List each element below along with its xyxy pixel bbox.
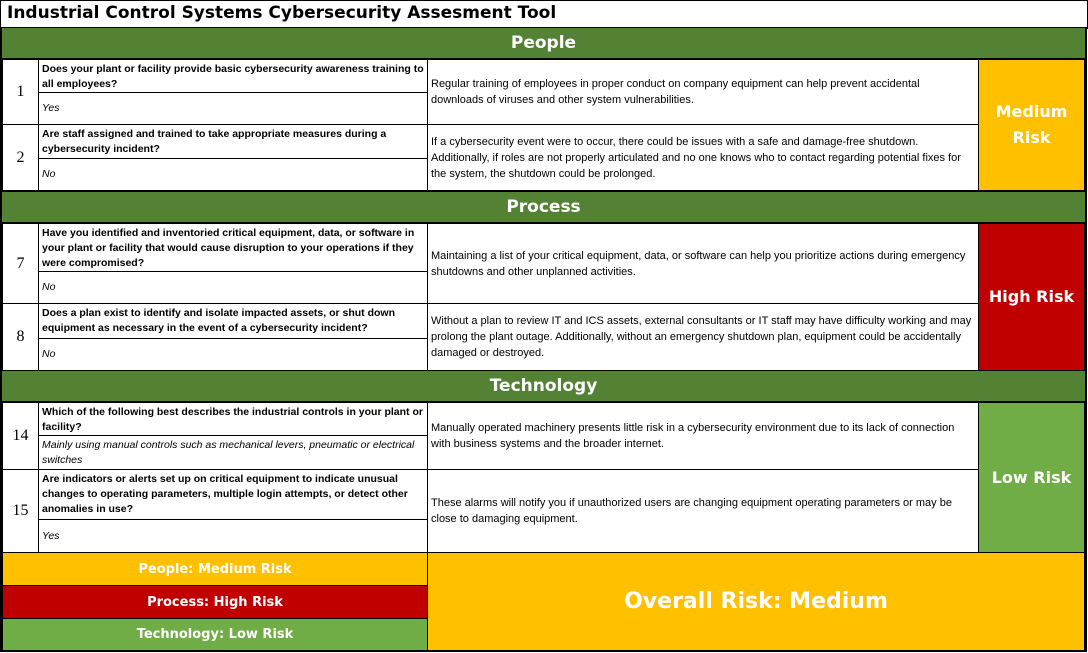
answer-value: No <box>38 158 428 191</box>
question-number: 1 <box>2 59 39 125</box>
risk-label: High Risk <box>988 287 1075 306</box>
explanation-text: Without a plan to review IT and ICS assets, external consultants or IT staff may have difficulty working and may prolong the plant outage. Additionally, without an emergency shutdown plan, equipment could be accidentally damaged or destroyed. <box>427 303 979 371</box>
page-title: Industrial Control Systems Cybersecurity Assesment Tool <box>7 3 557 23</box>
question-text: Have you identified and inventoried critical equipment, data, or software in your plant or facility that would cause disruption to your operations if they were compromised? <box>38 223 428 272</box>
question-number: 14 <box>2 402 39 470</box>
risk-badge-technology <box>978 402 1085 553</box>
explanation-text: These alarms will notify you if unauthorized users are changing equipment operating parameters or may be close to damaging equipment. <box>427 469 979 553</box>
question-number: 2 <box>2 124 39 191</box>
summary-people: People: Medium Risk <box>2 552 428 586</box>
explanation-text: Regular training of employees in proper conduct on company equipment can help prevent accidental downloads of viruses and other system vulnerabilities. <box>427 59 979 125</box>
overall-risk: Overall Risk: Medium <box>427 552 1085 651</box>
risk-badge-process <box>978 223 1085 371</box>
section-header-technology: Technology <box>2 370 1085 402</box>
answer-value: Yes <box>38 92 428 125</box>
answer-value: No <box>38 338 428 371</box>
risk-label: Low Risk <box>991 467 1072 487</box>
answer-value: No <box>38 271 428 304</box>
explanation-text: If a cybersecurity event were to occur, there could be issues with a safe and damage-free shutdown. Additionally, if roles are not properly articulated and no one knows who to contact regarding potential fixes for the system, the shutdown could be prolonged. <box>427 124 979 191</box>
summary-process: Process: High Risk <box>2 585 428 619</box>
summary-technology: Technology: Low Risk <box>2 618 428 651</box>
question-text: Does your plant or facility provide basic cybersecurity awareness training to all employees? <box>38 59 428 93</box>
title-bar <box>0 0 1088 29</box>
question-number: 8 <box>2 303 39 371</box>
question-text: Does a plan exist to identify and isolate impacted assets, or shut down equipment as necessary in the event of a cybersecurity incident? <box>38 303 428 339</box>
question-number: 7 <box>2 223 39 304</box>
explanation-text: Maintaining a list of your critical equipment, data, or software can help you prioritize actions during emergency shutdowns and other unplanned activities. <box>427 223 979 304</box>
question-text: Are indicators or alerts set up on critical equipment to indicate unusual changes to operating parameters, multiple login attempts, or detect other anomalies in use? <box>38 469 428 520</box>
section-header-process: Process <box>2 191 1085 223</box>
answer-value: Yes <box>38 519 428 553</box>
explanation-text: Manually operated machinery presents little risk in a cybersecurity environment due to its lack of connection with business systems and the broader internet. <box>427 402 979 470</box>
question-number: 15 <box>2 469 39 553</box>
risk-badge-people <box>978 59 1085 191</box>
risk-label: Medium Risk <box>995 102 1068 147</box>
question-text: Which of the following best describes the industrial controls in your plant or facility? <box>38 402 428 436</box>
answer-value: Mainly using manual controls such as mechanical levers, pneumatic or electrical switches <box>38 435 428 470</box>
question-text: Are staff assigned and trained to take appropriate measures during a cybersecurity incident? <box>38 124 428 159</box>
section-header-people: People <box>2 27 1085 59</box>
